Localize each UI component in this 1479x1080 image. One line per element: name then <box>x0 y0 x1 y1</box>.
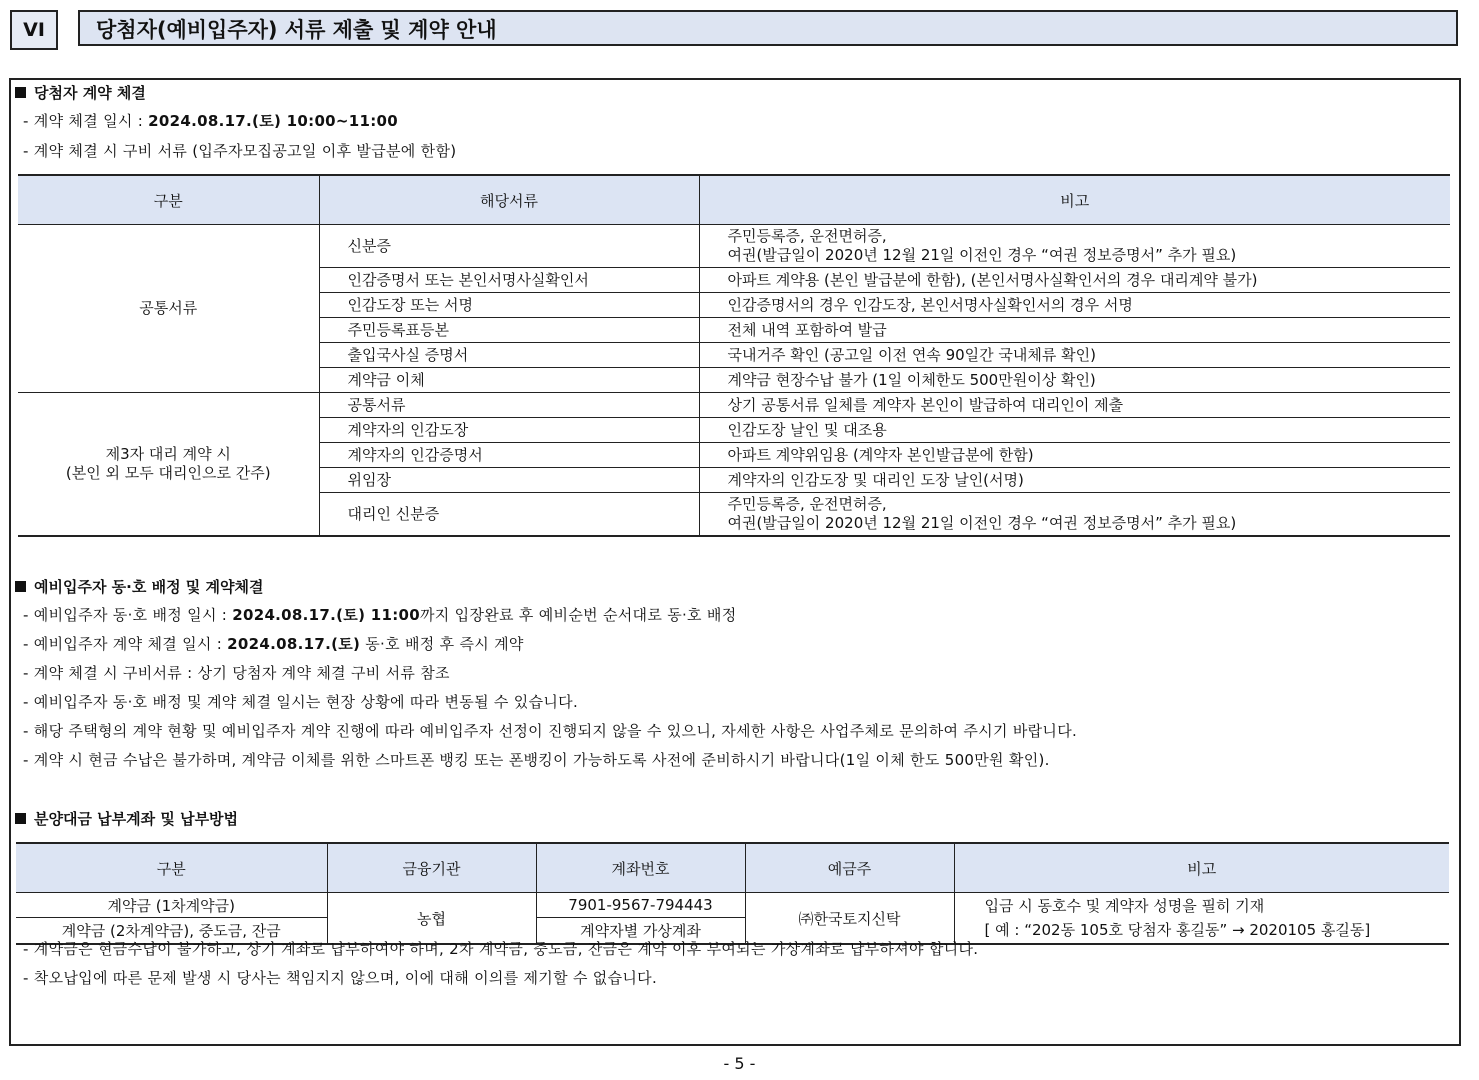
reserve-line-3: - 계약 체결 시 구비서류 : 상기 당첨자 계약 체결 구비 서류 참조 <box>23 664 450 682</box>
doc-cell: 인감도장 또는 서명 <box>319 293 699 318</box>
contract-docs-line: - 계약 체결 시 구비 서류 (입주자모집공고일 이후 발급분에 한함) <box>23 142 457 160</box>
note-cell: 주민등록증, 운전면허증, 여권(발급일이 2020년 12월 21일 이전인 경우 “여권 정보증명서” 추가 필요) <box>699 493 1450 537</box>
square-bullet-icon <box>15 87 26 98</box>
group-proxy-docs: 제3자 대리 계약 시 (본인 외 모두 대리인으로 간주) <box>18 393 319 537</box>
doc-cell: 계약자의 인감도장 <box>319 418 699 443</box>
column-header: 비고 <box>699 175 1450 225</box>
section-title: 당첨자(예비입주자) 서류 제출 및 계약 안내 <box>78 10 1458 46</box>
doc-cell: 계약자의 인감증명서 <box>319 443 699 468</box>
square-bullet-icon <box>15 581 26 592</box>
section-number: VI <box>10 10 58 50</box>
payment-note-cell: 입금 시 동호수 및 계약자 성명을 필히 기재 [ 예 : “202동 105호 당첨자 홍길동” → 2020105 홍길동] <box>954 893 1449 945</box>
payment-type-cell: 계약금 (2차계약금), 중도금, 잔금 <box>16 918 327 944</box>
account-cell: 계약자별 가상계좌 <box>536 918 745 944</box>
reserve-line-2: - 예비입주자 계약 체결 일시 : 2024.08.17.(토) 동·호 배정 후 즉시 계약 <box>23 635 524 653</box>
note-cell: 인감증명서의 경우 인감도장, 본인서명사실확인서의 경우 서명 <box>699 293 1450 318</box>
column-header: 구분 <box>18 175 319 225</box>
note-cell: 아파트 계약용 (본인 발급분에 한함), (본인서명사실확인서의 경우 대리계약 불가) <box>699 268 1450 293</box>
doc-cell: 인감증명서 또는 본인서명사실확인서 <box>319 268 699 293</box>
note-cell: 국내거주 확인 (공고일 이전 연속 90일간 국내체류 확인) <box>699 343 1450 368</box>
column-header: 구분 <box>16 843 327 893</box>
doc-cell: 계약금 이체 <box>319 368 699 393</box>
reserve-line-5: - 해당 주택형의 계약 현황 및 예비입주자 계약 진행에 따라 예비입주자 선정이 진행되지 않을 수 있으니, 자세한 사항은 사업주체로 문의하여 주시기 바랍니다. <box>23 722 1078 740</box>
note-cell: 상기 공통서류 일체를 계약자 본인이 발급하여 대리인이 제출 <box>699 393 1450 418</box>
group-common-docs: 공통서류 <box>18 225 319 393</box>
column-header: 계좌번호 <box>536 843 745 893</box>
note-cell: 전체 내역 포함하여 발급 <box>699 318 1450 343</box>
column-header: 금융기관 <box>327 843 536 893</box>
doc-cell: 위임장 <box>319 468 699 493</box>
payment-type-cell: 계약금 (1차계약금) <box>16 893 327 918</box>
payment-account-table <box>16 842 1449 945</box>
page-number: - 5 - <box>723 1054 756 1073</box>
doc-cell: 신분증 <box>319 225 699 268</box>
reserve-heading: 예비입주자 동·호 배정 및 계약체결 <box>15 576 263 597</box>
column-header: 해당서류 <box>319 175 699 225</box>
section-header <box>10 10 1462 48</box>
account-cell: 7901-9567-794443 <box>536 893 745 918</box>
note-cell: 계약자의 인감도장 및 대리인 도장 날인(서명) <box>699 468 1450 493</box>
column-header: 비고 <box>954 843 1449 893</box>
note-cell: 주민등록증, 운전면허증, 여권(발급일이 2020년 12월 21일 이전인 경우 “여권 정보증명서” 추가 필요) <box>699 225 1450 268</box>
reserve-line-6: - 계약 시 현금 수납은 불가하며, 계약금 이체를 위한 스마트폰 뱅킹 또는 폰뱅킹이 가능하도록 사전에 준비하시기 바랍니다(1일 이체 한도 500만원 확인). <box>23 751 1050 769</box>
note-cell: 계약금 현장수납 불가 (1일 이체한도 500만원이상 확인) <box>699 368 1450 393</box>
contract-date-line: - 계약 체결 일시 : 2024.08.17.(토) 10:00~11:00 <box>23 112 399 130</box>
reserve-line-4: - 예비입주자 동·호 배정 및 계약 체결 일시는 현장 상황에 따라 변동될 수 있습니다. <box>23 693 579 711</box>
holder-cell: ㈜한국토지신탁 <box>745 893 954 945</box>
bank-cell: 농협 <box>327 893 536 945</box>
doc-cell: 공통서류 <box>319 393 699 418</box>
payment-line-2: - 착오납입에 따른 문제 발생 시 당사는 책임지지 않으며, 이에 대해 이의를 제기할 수 없습니다. <box>23 969 658 987</box>
contract-heading: 당첨자 계약 체결 <box>15 82 146 103</box>
square-bullet-icon <box>15 813 26 824</box>
note-cell: 아파트 계약위임용 (계약자 본인발급분에 한함) <box>699 443 1450 468</box>
payment-line-1: - 계약금은 현금수납이 불가하고, 상기 계좌로 납부하여야 하며, 2차 계약금, 중도금, 잔금은 계약 이후 부여되는 가상계좌로 납부하셔야 합니다. <box>23 940 979 958</box>
doc-cell: 출입국사실 증명서 <box>319 343 699 368</box>
note-cell: 인감도장 날인 및 대조용 <box>699 418 1450 443</box>
contract-documents-table <box>18 174 1450 537</box>
reserve-line-1: - 예비입주자 동·호 배정 일시 : 2024.08.17.(토) 11:00까지 입장완료 후 예비순번 순서대로 동·호 배정 <box>23 606 737 624</box>
doc-cell: 주민등록표등본 <box>319 318 699 343</box>
content-box <box>9 78 1461 1046</box>
payment-heading: 분양대금 납부계좌 및 납부방법 <box>15 808 238 829</box>
column-header: 예금주 <box>745 843 954 893</box>
doc-cell: 대리인 신분증 <box>319 493 699 537</box>
